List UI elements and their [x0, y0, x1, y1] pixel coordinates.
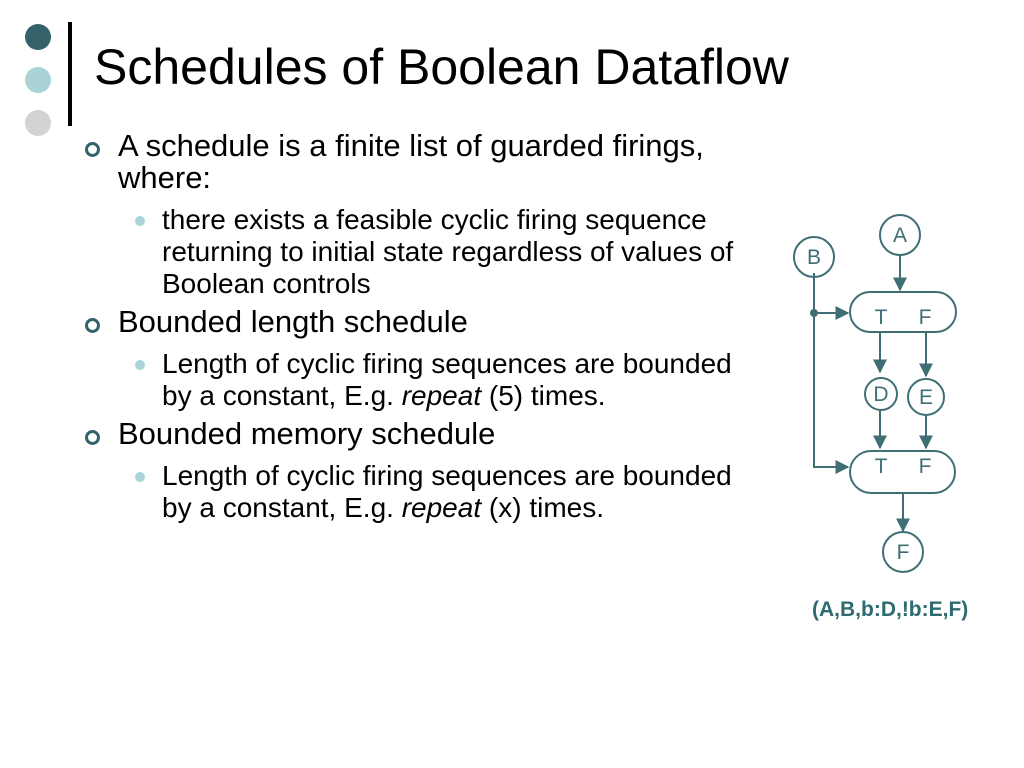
bullet-2: [80, 306, 760, 338]
junction-dot: [810, 309, 818, 317]
switch-actor: [850, 292, 956, 332]
bullet-3-text: Bounded memory schedule: [118, 416, 496, 451]
edge-b-select: [814, 273, 848, 467]
bullet-2-sublist: [80, 348, 760, 412]
decor-circle-gray: [25, 110, 51, 136]
sub-bullet-3-1-em: repeat: [401, 492, 482, 523]
sub-bullet-2-1-post: (5) times.: [481, 380, 606, 411]
bullet-ring-icon: [85, 430, 100, 445]
node-f-label: F: [896, 541, 910, 564]
switch-false-label: F: [918, 306, 932, 329]
bullet-list: [80, 130, 760, 530]
sub-bullet-2-1-em: repeat: [401, 380, 482, 411]
sub-bullet-1-1: [80, 204, 760, 300]
decor-circle-teal: [25, 67, 51, 93]
node-b-label: B: [806, 246, 822, 269]
dataflow-diagram: [760, 200, 1000, 580]
select-true-label: T: [874, 455, 888, 478]
title-divider: [68, 22, 72, 126]
bullet-3-sublist: [80, 460, 760, 524]
sub-bullet-3-1-text: [162, 460, 760, 524]
bullet-dot-icon: [135, 472, 145, 482]
bullet-2-text: Bounded length schedule: [118, 304, 468, 339]
select-false-label: F: [918, 455, 932, 478]
slide-title: Schedules of Boolean Dataflow: [94, 39, 789, 95]
sub-bullet-1-1-text: there exists a feasible cyclic firing sequence returning to initial state regardless of values of Boolean controls: [162, 204, 734, 299]
bullet-dot-icon: [135, 216, 145, 226]
sub-bullet-3-1-post: (x) times.: [481, 492, 604, 523]
bullet-1: [80, 130, 760, 194]
sub-bullet-2-1: [80, 348, 760, 412]
bullet-ring-icon: [85, 318, 100, 333]
sub-bullet-2-1-text: [162, 348, 760, 412]
decor-circle-dark: [25, 24, 51, 50]
bullet-ring-icon: [85, 142, 100, 157]
bullet-dot-icon: [135, 360, 145, 370]
schedule-caption: (A,B,b:D,!b:E,F): [812, 598, 969, 621]
sub-bullet-3-1-pre: Length of cyclic firing sequences are bounded by a constant, E.g.: [162, 460, 732, 523]
bullet-3: [80, 418, 760, 450]
node-d-label: D: [873, 383, 889, 406]
switch-true-label: T: [874, 306, 888, 329]
sub-bullet-3-1: [80, 460, 760, 524]
bullet-1-text: A schedule is a finite list of guarded firings, where:: [118, 128, 704, 195]
sub-bullet-2-1-pre: Length of cyclic firing sequences are bounded by a constant, E.g.: [162, 348, 732, 411]
node-a-label: A: [892, 224, 908, 247]
node-e-label: E: [918, 386, 934, 409]
bullet-1-sublist: [80, 204, 760, 300]
select-actor: [850, 451, 955, 493]
